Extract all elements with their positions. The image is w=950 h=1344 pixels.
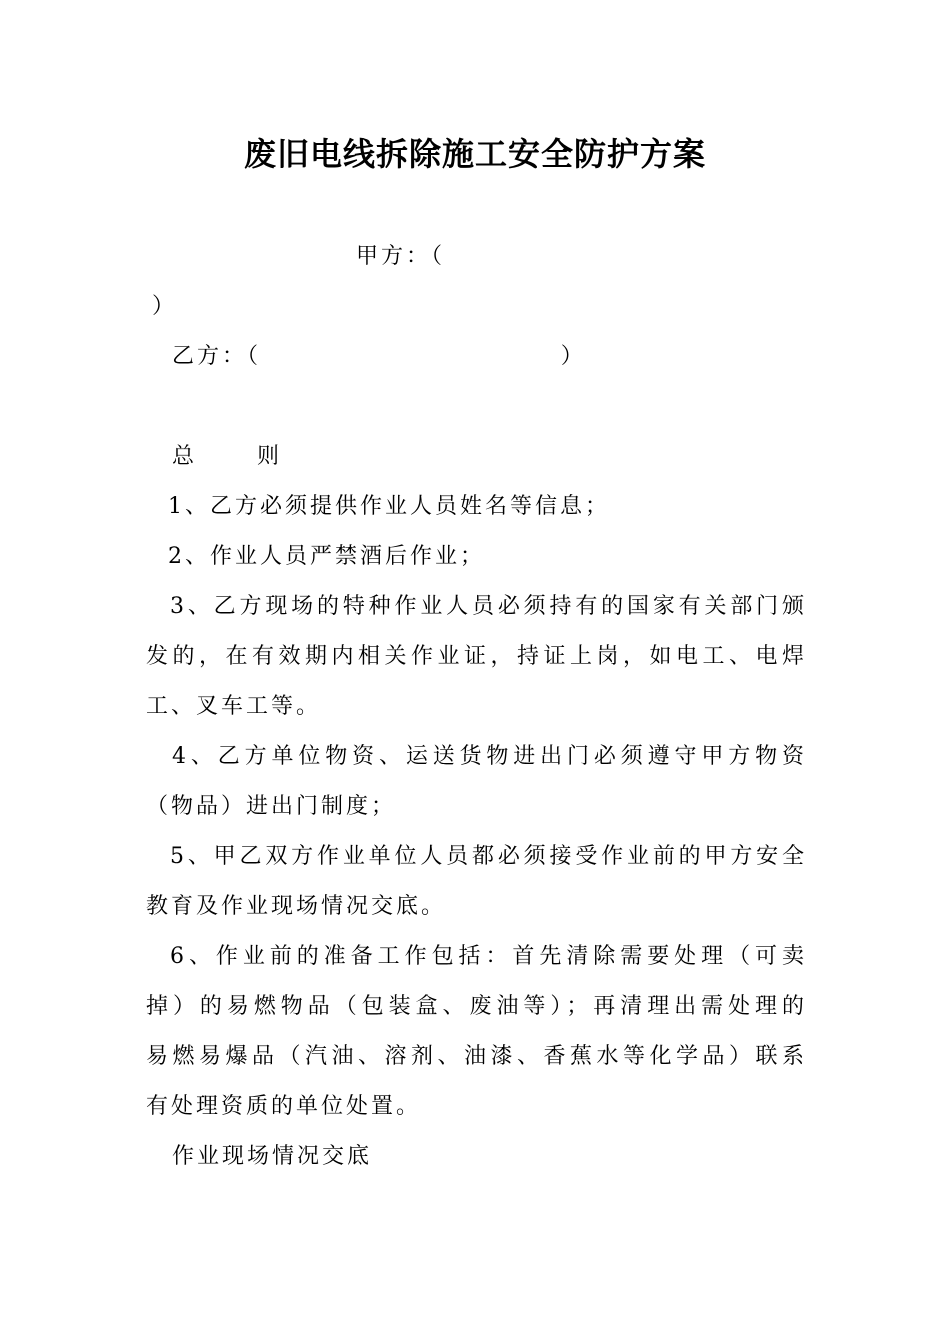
section-heading: 总 则	[172, 444, 282, 469]
clause-line: 易燃易爆品（汽油、溶剂、油漆、香蕉水等化学品）联系	[146, 1044, 804, 1069]
clause-line: 工、叉车工等。	[146, 694, 322, 719]
clause-line: 掉）的易燃物品（包装盒、废油等）；再清理出需处理的	[146, 994, 804, 1019]
clause-line: 发的，在有效期内相关作业证，持证上岗，如电工、电焊	[146, 644, 804, 669]
party-a-line: 甲方：（	[356, 244, 446, 269]
clause-line: 2、作业人员严禁酒后作业；	[168, 544, 485, 569]
clause-line: 4、乙方单位物资、运送货物进出门必须遵守甲方物资	[172, 744, 804, 769]
party-b-line: 乙方：（ ）	[172, 344, 586, 369]
clause-line: （物品）进出门制度；	[146, 794, 397, 819]
clause-line: 5、甲乙双方作业单位人员都必须接受作业前的甲方安全	[170, 844, 804, 869]
document-title: 废旧电线拆除施工安全防护方案	[243, 135, 706, 173]
clause-line: 6、作业前的准备工作包括：首先清除需要处理（可卖	[170, 944, 804, 969]
clause-line: 1、乙方必须提供作业人员姓名等信息；	[168, 494, 610, 519]
clause-line: 教育及作业现场情况交底。	[146, 894, 447, 919]
clause-line: 3、乙方现场的特种作业人员必须持有的国家有关部门颁	[170, 594, 804, 619]
subsection-heading: 作业现场情况交底	[172, 1144, 373, 1169]
party-a-close: ）	[152, 294, 178, 319]
clause-line: 有处理资质的单位处置。	[146, 1094, 422, 1119]
